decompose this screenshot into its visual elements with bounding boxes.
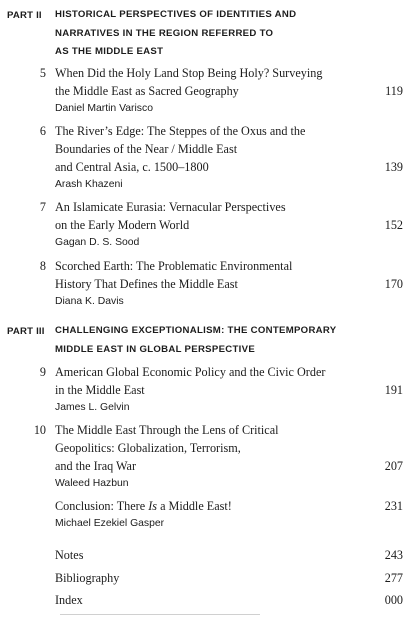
chapter-number: 10	[33, 423, 46, 437]
page-number: 000	[384, 593, 403, 607]
chapter-title	[55, 497, 355, 532]
page-number: 277	[384, 571, 403, 585]
part-title	[55, 322, 355, 359]
chapter-number: 5	[39, 66, 46, 80]
chapter-title	[55, 257, 355, 310]
page-number: 119	[385, 84, 403, 98]
chapter-title-line: History That Defines the Middle East	[55, 277, 238, 291]
chapter-number: 6	[39, 124, 46, 138]
part-title	[55, 6, 355, 62]
toc-entry-notes[interactable]	[0, 546, 411, 564]
chapter-title	[55, 198, 355, 251]
chapter-author: Daniel Martin Varisco	[55, 103, 153, 114]
chapter-title-line: Boundaries of the Near / Middle East	[55, 142, 238, 156]
page-number: 243	[384, 548, 403, 562]
part-label: PART II	[7, 10, 42, 21]
chapter-title	[55, 122, 355, 193]
back-matter-label: Index	[55, 593, 83, 607]
back-matter-label: Notes	[55, 548, 84, 562]
page-number: 170	[384, 277, 403, 291]
part-title-line: NARRATIVES IN THE REGION REFERRED TO	[55, 27, 274, 39]
chapter-title-line: Conclusion: There Is a Middle East!	[55, 499, 232, 513]
page-number: 139	[384, 160, 403, 174]
toc-entry-index[interactable]	[0, 591, 411, 609]
chapter-author: Waleed Hazbun	[55, 478, 129, 489]
chapter-title-line: on the Early Modern World	[55, 218, 190, 232]
chapter-number: 8	[39, 259, 46, 273]
chapter-title	[55, 421, 355, 492]
chapter-author: Diana K. Davis	[55, 296, 124, 307]
chapter-author: James L. Gelvin	[55, 402, 130, 413]
part-title-line: HISTORICAL PERSPECTIVES OF IDENTITIES AND	[55, 9, 297, 20]
chapter-title-line: in the Middle East	[55, 383, 145, 397]
chapter-title-line: The River’s Edge: The Steppes of the Oxus and the	[55, 124, 306, 138]
chapter-title-line: An Islamicate Eurasia: Vernacular Perspectives	[55, 200, 286, 214]
chapter-title-line: American Global Economic Policy and the Civic Order	[55, 365, 326, 379]
part-title-line: CHALLENGING EXCEPTIONALISM: THE CONTEMPORARY	[55, 325, 337, 336]
toc-entry-bibliography[interactable]	[0, 569, 411, 587]
chapter-title	[55, 363, 355, 416]
chapter-author: Gagan D. S. Sood	[55, 237, 140, 248]
back-matter-label: Bibliography	[55, 571, 120, 585]
chapter-author: Arash Khazeni	[55, 179, 123, 190]
chapter-title-line: Scorched Earth: The Problematic Environmental	[55, 259, 293, 273]
chapter-number: 7	[39, 200, 46, 214]
chapter-number: 9	[39, 365, 46, 379]
part-title-line: AS THE MIDDLE EAST	[55, 46, 164, 57]
part-label: PART III	[7, 326, 45, 337]
page-number: 207	[384, 459, 403, 473]
chapter-title	[55, 64, 355, 117]
page-number: 152	[384, 218, 403, 232]
page-number: 191	[384, 383, 403, 397]
chapter-title-line: The Middle East Through the Lens of Critical	[55, 423, 279, 437]
chapter-title-line: the Middle East as Sacred Geography	[55, 84, 239, 98]
part-title-line: MIDDLE EAST IN GLOBAL PERSPECTIVE	[55, 343, 256, 355]
chapter-title-line: Geopolitics: Globalization, Terrorism,	[55, 441, 241, 455]
chapter-title-line: and the Iraq War	[55, 459, 137, 473]
page-bottom-rule	[60, 614, 260, 615]
page-number: 231	[384, 499, 403, 513]
chapter-title-line: When Did the Holy Land Stop Being Holy? Surveying	[55, 66, 323, 80]
chapter-title-line: and Central Asia, c. 1500–1800	[55, 160, 209, 174]
chapter-author: Michael Ezekiel Gasper	[55, 518, 165, 529]
